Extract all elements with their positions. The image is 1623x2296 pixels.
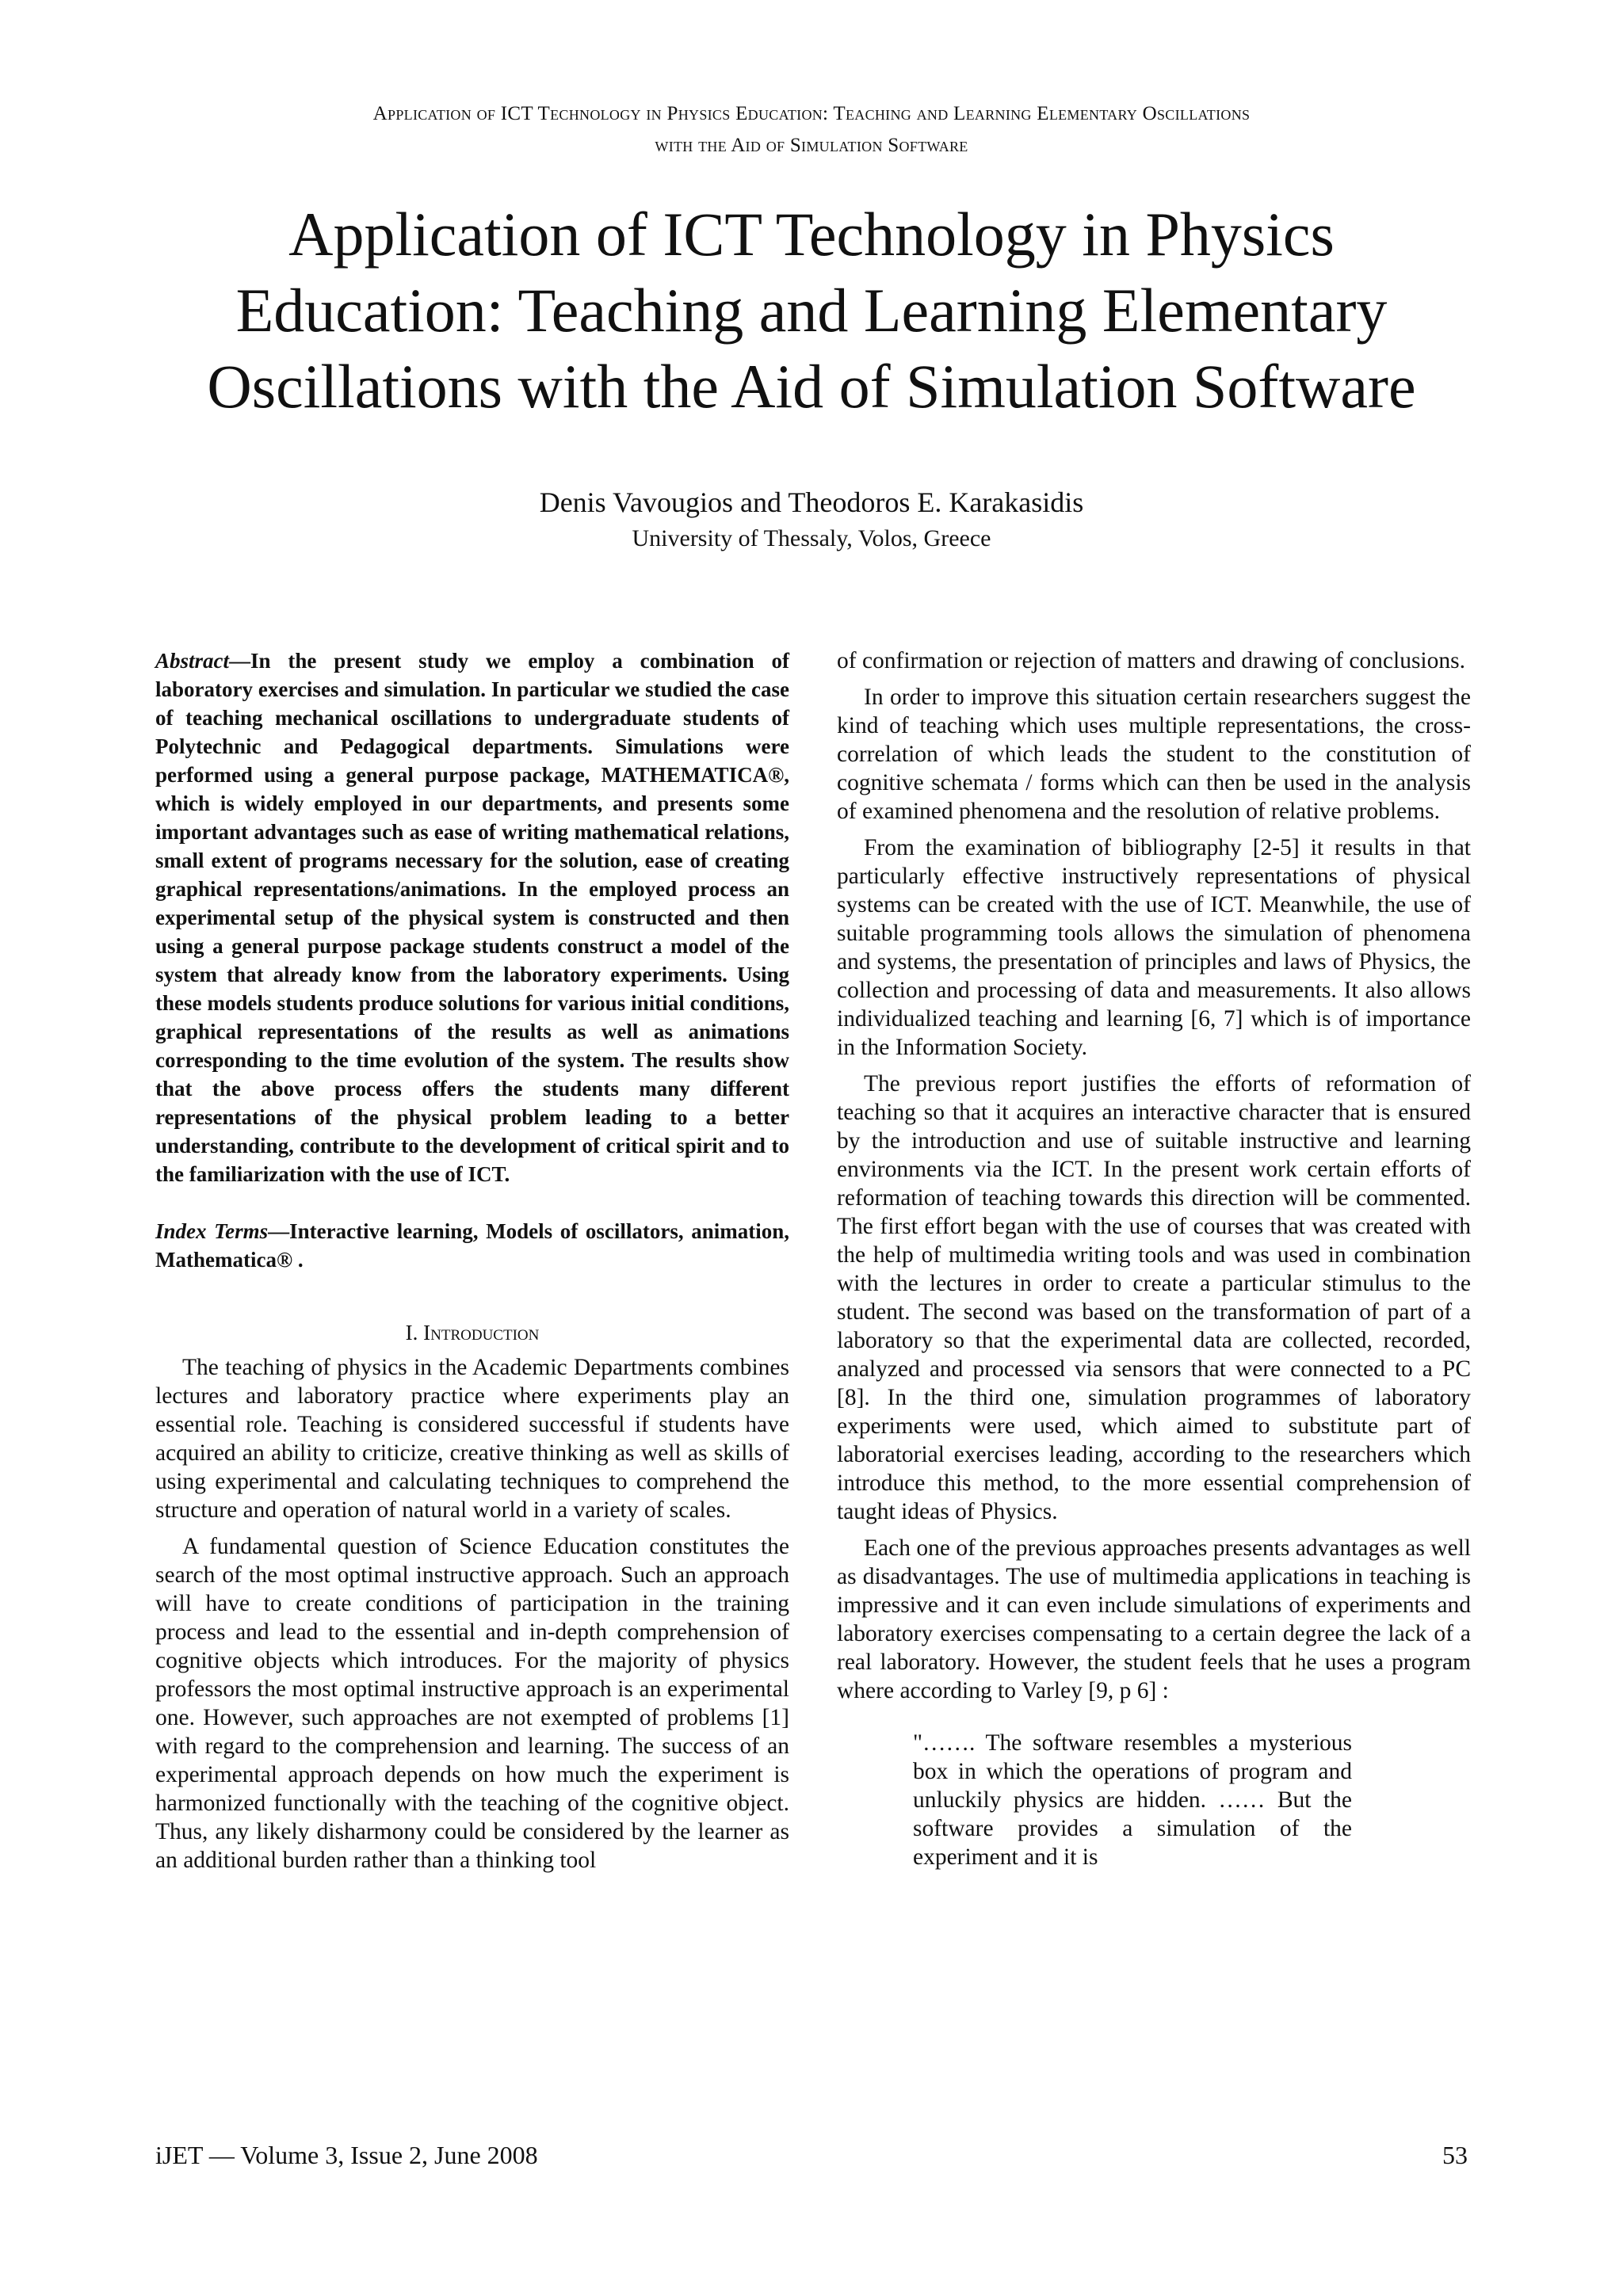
right-paragraph-4: Each one of the previous approaches presents advantages as well as disadvantages. The use of multimedia applications in teaching is impressive and it can even include simulations of experiments and laboratory exercises compensating to a certain degree the lack of a real laboratory. However, the student feels that he uses a program where according to Varley [9, p 6] : bbox=[837, 1535, 1471, 1703]
abstract-dash: — bbox=[229, 649, 251, 673]
index-terms-label: Index Terms bbox=[155, 1219, 269, 1243]
index-terms-dash: — bbox=[268, 1219, 290, 1243]
paper-title-line-1: Application of ICT Technology in Physics bbox=[288, 200, 1335, 269]
section-heading-introduction: I. Introduction bbox=[405, 1321, 540, 1344]
paper-title-line-3: Oscillations with the Aid of Simulation Software bbox=[207, 352, 1416, 421]
paper-title bbox=[119, 196, 1504, 425]
right-paragraph-2: From the examination of bibliography [2-5] it results in that particularly effective instructively representations of physical systems can be created with the use of ICT. Meanwhile, the use of suitable programming tools allows the simulation of phenomena and systems, the presentation of principles and laws of Physics, the collection and processing of data and measurements. It also allows individualized teaching and learning [6, 7] which is of importance in the Information Society. bbox=[837, 835, 1471, 1060]
running-header bbox=[119, 98, 1504, 162]
intro-paragraph-2: A fundamental question of Science Education constitutes the search of the most optimal instructive approach. Such an approach will have to create conditions of participation in the training process and lead to the essential and in-depth comprehension of cognitive objects which introduces. For the majority of physics professors the most optimal instructive approach is an experimental one. However, such approaches are not exempted of problems [1] with regard to the comprehension and learning. The success of an experimental approach depends on how much the experiment is harmonized functionally with the teaching of the cognitive object. Thus, any likely disharmony could be considered by the learner as an additional burden rather than a thinking tool bbox=[155, 1534, 789, 1873]
abstract-label: Abstract bbox=[155, 649, 230, 673]
left-column bbox=[155, 646, 789, 1875]
running-header-line-1: Application of ICT Technology in Physics Education: Teaching and Learning Elementary Oscillations bbox=[372, 103, 1251, 124]
abstract-text: In the present study we employ a combination of laboratory exercises and simulation. In particular we studied the case of teaching mechanical oscillations to undergraduate students of Polytechnic and Pedagogical departments. Simulations were performed using a general purpose package, MATHEMATICA®, which is widely employed in our departments, and presents some important advantages such as ease of writing mathematical relations, small extent of programs necessary for the solution, ease of creating graphical representations/animations. In the employed process an experimental setup of the physical system is constructed and then using a general purpose package students construct a model of the system that already know from the laboratory experiments. Using these models students produce solutions for various initial conditions, graphical representations of the results as well as animations corresponding to the time evolution of the system. The results show that the above process offers the students many different representations of the physical problem leading to a better understanding, contribute to the development of critical spirit and to the familiarization with the use of ICT. bbox=[155, 649, 789, 1186]
right-paragraph-3: The previous report justifies the efforts of reformation of teaching so that it acquires an interactive character that is ensured by the introduction and use of suitable instructive and learning environments via the ICT. In the present work certain efforts of reformation of teaching towards this direction will be commented. The first effort began with the use of courses that was created with the help of multimedia writing tools and was used in combination with the lectures in order to create a particular stimulus to the student. The second was based on the transformation of part of a laboratory so that the experimental data are collected, recorded, analyzed and processed via sensors that were connected to a PC [8]. In the third one, simulation programmes of laboratory experiments were used, which aimed to substitute part of laboratorial exercises leading, according to the researchers which introduce this method, to the more essential comprehension of taught ideas of Physics. bbox=[837, 1071, 1471, 1524]
running-header-line-2: with the Aid of Simulation Software bbox=[655, 135, 968, 156]
index-terms bbox=[155, 1217, 789, 1274]
right-paragraph-1: In order to improve this situation certain researchers suggest the kind of teaching which uses multiple representations, the cross-correlation of which leads the student to the constitution of cognitive schemata / forms which can then be used in the analysis of examined phenomena and the resolution of relative problems. bbox=[837, 685, 1471, 824]
authors: Denis Vavougios and Theodoros E. Karakasidis bbox=[539, 486, 1084, 518]
right-column bbox=[837, 646, 1471, 1871]
continuation-paragraph: of confirmation or rejection of matters and drawing of conclusions. bbox=[837, 648, 1465, 673]
block-quote: "……. The software resembles a mysterious box in which the operations of program and unluckily physics are hidden. …… But the software provides a simulation of the experiment and it is bbox=[913, 1730, 1352, 1870]
affiliation: University of Thessaly, Volos, Greece bbox=[632, 525, 991, 551]
index-terms-text: Interactive learning, Models of oscillators, animation, Mathematica® . bbox=[155, 1219, 789, 1272]
abstract bbox=[155, 646, 789, 1188]
footer-page-number: 53 bbox=[1442, 2141, 1468, 2169]
intro-paragraph-1: The teaching of physics in the Academic Departments combines lectures and laboratory practice where experiments play an essential role. Teaching is considered successful if students have acquired an ability to criticize, creative thinking as well as skills of using experimental and calculating techniques to comprehend the structure and operation of natural world in a variety of scales. bbox=[155, 1355, 789, 1523]
footer-journal: iJET — Volume 3, Issue 2, June 2008 bbox=[155, 2141, 538, 2169]
paper-title-line-2: Education: Teaching and Learning Elementary bbox=[235, 276, 1388, 345]
